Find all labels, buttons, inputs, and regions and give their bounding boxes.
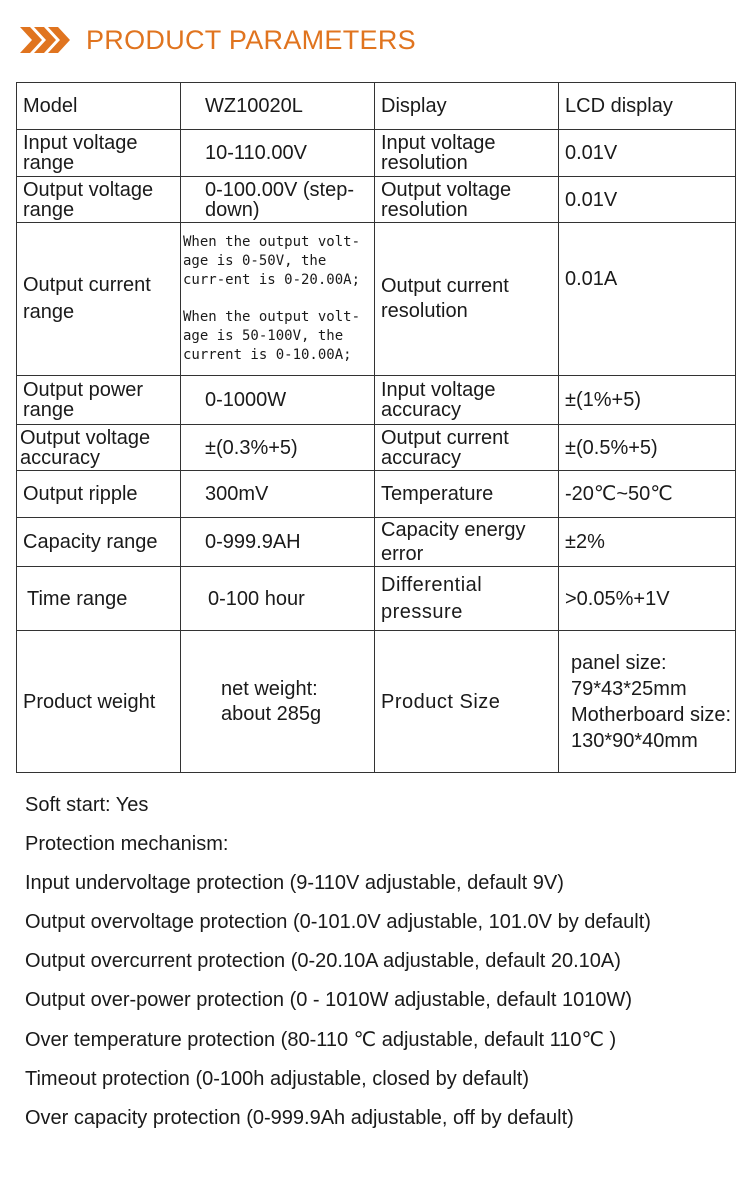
list-item: Output overvoltage protection (0-101.0V adjustable, 101.0V by default)	[25, 911, 651, 934]
parameters-table	[16, 82, 736, 773]
current-note-low: When the output volt-age is 0-50V, the curr-ent is 0-20.00A;	[183, 234, 361, 288]
param-label: Output voltage resolution	[375, 177, 559, 223]
param-value: >0.05%+1V	[559, 567, 736, 631]
param-value: 0-100 hour	[181, 567, 375, 631]
table-row	[17, 130, 736, 177]
table-row	[17, 471, 736, 518]
param-label: Output power range	[17, 376, 181, 425]
param-value: ±2%	[559, 518, 736, 567]
param-value: WZ10020L	[181, 83, 375, 130]
list-item: Timeout protection (0-100h adjustable, closed by default)	[25, 1067, 529, 1090]
section-header	[20, 20, 416, 60]
param-label: Output current resolution	[375, 223, 559, 376]
protection-notes	[25, 786, 651, 1138]
param-label: Output current range	[17, 223, 181, 376]
param-value: ±(0.3%+5)	[181, 425, 375, 471]
param-label: Capacity range	[17, 518, 181, 567]
list-item: Soft start: Yes	[25, 794, 149, 816]
param-value: 10-110.00V	[181, 130, 375, 177]
list-item: Output overcurrent protection (0-20.10A adjustable, default 20.10A)	[25, 950, 621, 973]
current-note-high: When the output volt-age is 50-100V, the current is 0-10.00A;	[183, 309, 361, 363]
param-value: ±(0.5%+5)	[559, 425, 736, 471]
product-size-value	[559, 631, 736, 773]
param-value: ±(1%+5)	[559, 376, 736, 425]
param-value: LCD display	[559, 83, 736, 130]
table-row	[17, 631, 736, 773]
param-label: Model	[17, 83, 181, 130]
param-label: Product Size	[375, 631, 559, 773]
list-item: Over capacity protection (0-999.9Ah adjustable, off by default)	[25, 1106, 574, 1129]
param-label: Input voltage resolution	[375, 130, 559, 177]
table-row	[17, 567, 736, 631]
param-value: 0.01V	[559, 130, 736, 177]
table-row	[17, 425, 736, 471]
table-row	[17, 83, 736, 130]
param-value: 0.01A	[559, 223, 736, 376]
param-value: -20℃~50℃	[559, 471, 736, 518]
param-label: Input voltage range	[17, 130, 181, 177]
table-row	[17, 223, 736, 376]
param-label: Display	[375, 83, 559, 130]
motherboard-size: Motherboard size: 130*90*40mm	[571, 703, 732, 752]
list-item: Over temperature protection (80-110 ℃ adjustable, default 110℃ )	[25, 1028, 617, 1051]
current-range-notes	[181, 223, 375, 376]
param-value: 0-100.00V (step-down)	[181, 177, 375, 223]
param-label: Input voltage accuracy	[375, 376, 559, 425]
triple-chevron-right-icon	[20, 27, 72, 53]
table-row	[17, 376, 736, 425]
param-value: 0.01V	[559, 177, 736, 223]
param-label: Differential pressure	[375, 567, 559, 631]
param-label: Output voltage accuracy	[17, 425, 181, 471]
list-item: Protection mechanism:	[25, 833, 229, 856]
param-label: Capacity energy error	[375, 518, 559, 567]
page-title: PRODUCT PARAMETERS	[86, 24, 416, 55]
param-value: net weight: about 285g	[181, 631, 375, 773]
param-label: Temperature	[375, 471, 559, 518]
param-label: Product weight	[17, 631, 181, 773]
param-label: Time range	[17, 567, 181, 631]
table-row	[17, 177, 736, 223]
param-label: Output ripple	[17, 471, 181, 518]
param-label: Output current accuracy	[375, 425, 559, 471]
param-value: 0-1000W	[181, 376, 375, 425]
table-row	[17, 518, 736, 567]
param-value: 0-999.9AH	[181, 518, 375, 567]
param-value: 300mV	[181, 471, 375, 518]
list-item: Input undervoltage protection (9-110V adjustable, default 9V)	[25, 872, 564, 895]
list-item: Output over-power protection (0 - 1010W adjustable, default 1010W)	[25, 989, 632, 1012]
param-label: Output voltage range	[17, 177, 181, 223]
panel-size: panel size: 79*43*25mm	[571, 651, 687, 700]
